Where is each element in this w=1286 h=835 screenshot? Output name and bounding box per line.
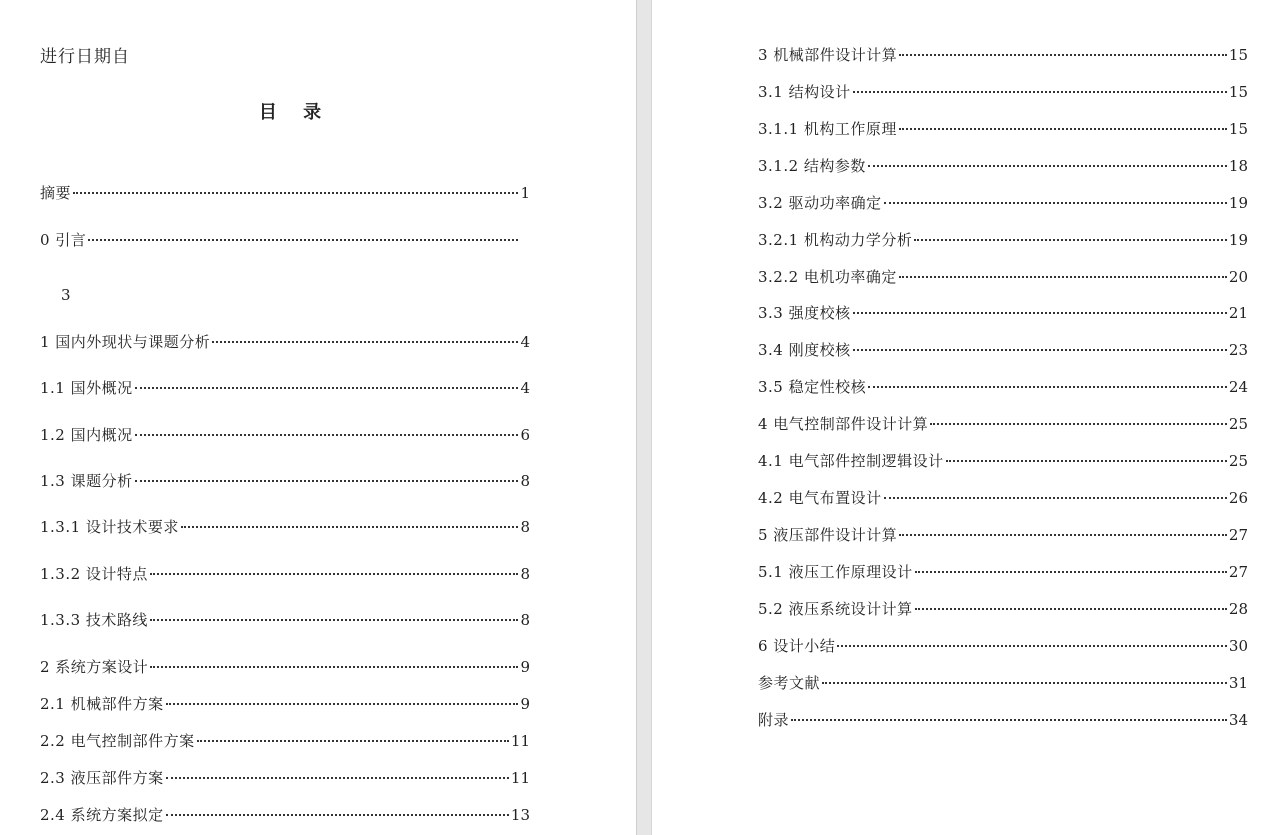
toc-entry-page: 31: [1228, 674, 1248, 692]
dot-leader: [135, 387, 518, 389]
toc-entry-page: 9: [520, 658, 530, 676]
toc-entry-page: 30: [1228, 637, 1248, 655]
dot-leader: [791, 719, 1227, 721]
toc-entry: [40, 424, 530, 446]
toc-entry: [758, 413, 1248, 435]
toc-entry-label: 5.1 液压工作原理设计: [758, 563, 913, 581]
toc-entry: [758, 81, 1248, 103]
toc-entry: [40, 730, 530, 752]
toc-entry-label: 附录: [758, 711, 790, 729]
toc-entry-page: 21: [1228, 304, 1248, 322]
toc-entry-label: 4.2 电气布置设计: [758, 489, 882, 507]
toc-entry-page: 25: [1228, 452, 1248, 470]
toc-entry: [758, 339, 1248, 361]
dot-leader: [150, 573, 518, 575]
toc-entry-label: 5.2 液压系统设计计算: [758, 600, 913, 618]
dot-leader: [166, 777, 509, 779]
left-page: [0, 0, 636, 835]
toc-entry: [758, 302, 1248, 324]
toc-entry-label: 1.2 国内概况: [40, 426, 133, 444]
dot-leader: [135, 480, 518, 482]
dot-leader: [884, 202, 1227, 204]
toc-entry-label: 4.1 电气部件控制逻辑设计: [758, 452, 944, 470]
dot-leader: [197, 740, 509, 742]
toc-entry-label: 1.1 国外概况: [40, 379, 133, 397]
toc-entry-page: 27: [1228, 526, 1248, 544]
dot-leader: [150, 619, 518, 621]
toc-entry-label: 摘要: [40, 184, 72, 202]
toc-entry: [40, 767, 530, 789]
toc-entry: [40, 377, 530, 399]
toc-entry: [758, 192, 1248, 214]
dot-leader: [135, 434, 518, 436]
dot-leader: [914, 239, 1226, 241]
toc-entry-page: 6: [520, 426, 530, 444]
toc-entry: [40, 563, 530, 585]
toc-entry-page: 19: [1228, 194, 1248, 212]
toc-entry-label: 3.4 刚度校核: [758, 341, 851, 359]
dot-leader: [915, 571, 1227, 573]
toc-entry: [40, 656, 530, 678]
toc-entry-label: 3.2.1 机构动力学分析: [758, 231, 913, 249]
toc-entry-page: 15: [1228, 120, 1248, 138]
toc-entry-label: 3 机械部件设计计算: [758, 46, 898, 64]
dot-leader: [884, 497, 1227, 499]
dot-leader: [853, 312, 1227, 314]
toc-title: 目 录: [258, 102, 332, 123]
dot-leader: [946, 460, 1227, 462]
toc-entry-page: 13: [510, 806, 530, 824]
dot-leader: [899, 54, 1227, 56]
dot-leader: [915, 608, 1227, 610]
toc-entry-label: 3.5 稳定性校核: [758, 378, 867, 396]
toc-entry-label: 3.1.2 结构参数: [758, 157, 866, 175]
toc-entry: [758, 635, 1248, 657]
toc-entry-label: 1.3.1 设计技术要求: [40, 518, 179, 536]
page-gutter: [636, 0, 652, 835]
toc-entry: [40, 470, 530, 492]
toc-entry: [758, 229, 1248, 251]
toc-entry-label: 3.1.1 机构工作原理: [758, 120, 897, 138]
dot-leader: [150, 666, 518, 668]
toc-entry-label: 3.2 驱动功率确定: [758, 194, 882, 212]
toc-entry: [40, 609, 530, 631]
dot-leader: [853, 349, 1227, 351]
toc-entry-page: 11: [510, 769, 530, 787]
toc-entry-label: 2.3 液压部件方案: [40, 769, 164, 787]
dot-leader: [822, 682, 1227, 684]
dot-leader: [930, 423, 1227, 425]
toc-entry-label: 6 设计小结: [758, 637, 836, 655]
toc-entry: [758, 672, 1248, 694]
toc-entry-page: 27: [1228, 563, 1248, 581]
toc-entry: [758, 44, 1248, 66]
toc-entry-page: 23: [1228, 341, 1248, 359]
toc-entry: [40, 331, 530, 353]
toc-entry-page: 8: [520, 518, 530, 536]
toc-entry-label: 1.3.3 技术路线: [40, 611, 148, 629]
toc-entry: [758, 709, 1248, 731]
toc-entry-page: 15: [1228, 46, 1248, 64]
toc-entry: [40, 693, 530, 715]
toc-entry: [758, 487, 1248, 509]
dot-leader: [868, 165, 1227, 167]
toc-entry-label: 0 引言: [40, 231, 87, 249]
toc-entry-page: 24: [1228, 378, 1248, 396]
toc-entry-page: 4: [520, 333, 530, 351]
dot-leader: [899, 128, 1227, 130]
page-header: 进行日期自: [40, 47, 130, 67]
dot-leader: [853, 91, 1227, 93]
right-page: [652, 0, 1286, 835]
toc-entry-page: 9: [520, 695, 530, 713]
toc-entry: [758, 376, 1248, 398]
dot-leader: [899, 276, 1227, 278]
toc-entry-page: 1: [520, 184, 530, 202]
toc-entry: [40, 229, 530, 251]
toc-entry-page: 34: [1228, 711, 1248, 729]
toc-entry: [758, 118, 1248, 140]
toc-entry-page: 15: [1228, 83, 1248, 101]
toc-entry: [40, 516, 530, 538]
dot-leader: [899, 534, 1227, 536]
toc-entry: [758, 598, 1248, 620]
toc-entry-page: 25: [1228, 415, 1248, 433]
toc-entry: [758, 266, 1248, 288]
toc-entry-page: 4: [520, 379, 530, 397]
toc-entry: [758, 450, 1248, 472]
toc-entry-page: 19: [1228, 231, 1248, 249]
dot-leader: [166, 814, 509, 816]
toc-entry-label: 2.1 机械部件方案: [40, 695, 164, 713]
dot-leader: [837, 645, 1227, 647]
dot-leader: [88, 239, 518, 241]
toc-entry-label: 3.2.2 电机功率确定: [758, 268, 897, 286]
toc-entry-label: 1.3.2 设计特点: [40, 565, 148, 583]
toc-entry-page: 8: [520, 611, 530, 629]
toc-entry-page: 11: [510, 732, 530, 750]
dot-leader: [73, 192, 518, 194]
toc-entry: [40, 182, 530, 204]
toc-entry: [758, 155, 1248, 177]
toc-entry-label: 3.1 结构设计: [758, 83, 851, 101]
toc-entry-label: 1.3 课题分析: [40, 472, 133, 490]
toc-entry: [758, 561, 1248, 583]
toc-entry: [40, 804, 530, 826]
toc-entry-label: 2 系统方案设计: [40, 658, 149, 676]
toc-entry-label: 参考文献: [758, 674, 821, 692]
toc-entry-page: 8: [520, 565, 530, 583]
toc-entry: [758, 524, 1248, 546]
toc-entry-page: 20: [1228, 268, 1248, 286]
toc-entry-page: 26: [1228, 489, 1248, 507]
toc-entry-label: 5 液压部件设计计算: [758, 526, 898, 544]
toc-entry-label: 4 电气控制部件设计计算: [758, 415, 929, 433]
toc-entry-page: 8: [520, 472, 530, 490]
toc-entry-label: 1 国内外现状与课题分析: [40, 333, 211, 351]
toc-entry-label: 2.2 电气控制部件方案: [40, 732, 195, 750]
dot-leader: [212, 341, 518, 343]
dot-leader: [166, 703, 518, 705]
toc-orphan-page-number: 3: [61, 286, 71, 304]
dot-leader: [868, 386, 1227, 388]
toc-entry-label: 2.4 系统方案拟定: [40, 806, 164, 824]
dot-leader: [181, 526, 518, 528]
toc-entry-page: 28: [1228, 600, 1248, 618]
toc-entry-label: 3.3 强度校核: [758, 304, 851, 322]
toc-entry-page: 18: [1228, 157, 1248, 175]
